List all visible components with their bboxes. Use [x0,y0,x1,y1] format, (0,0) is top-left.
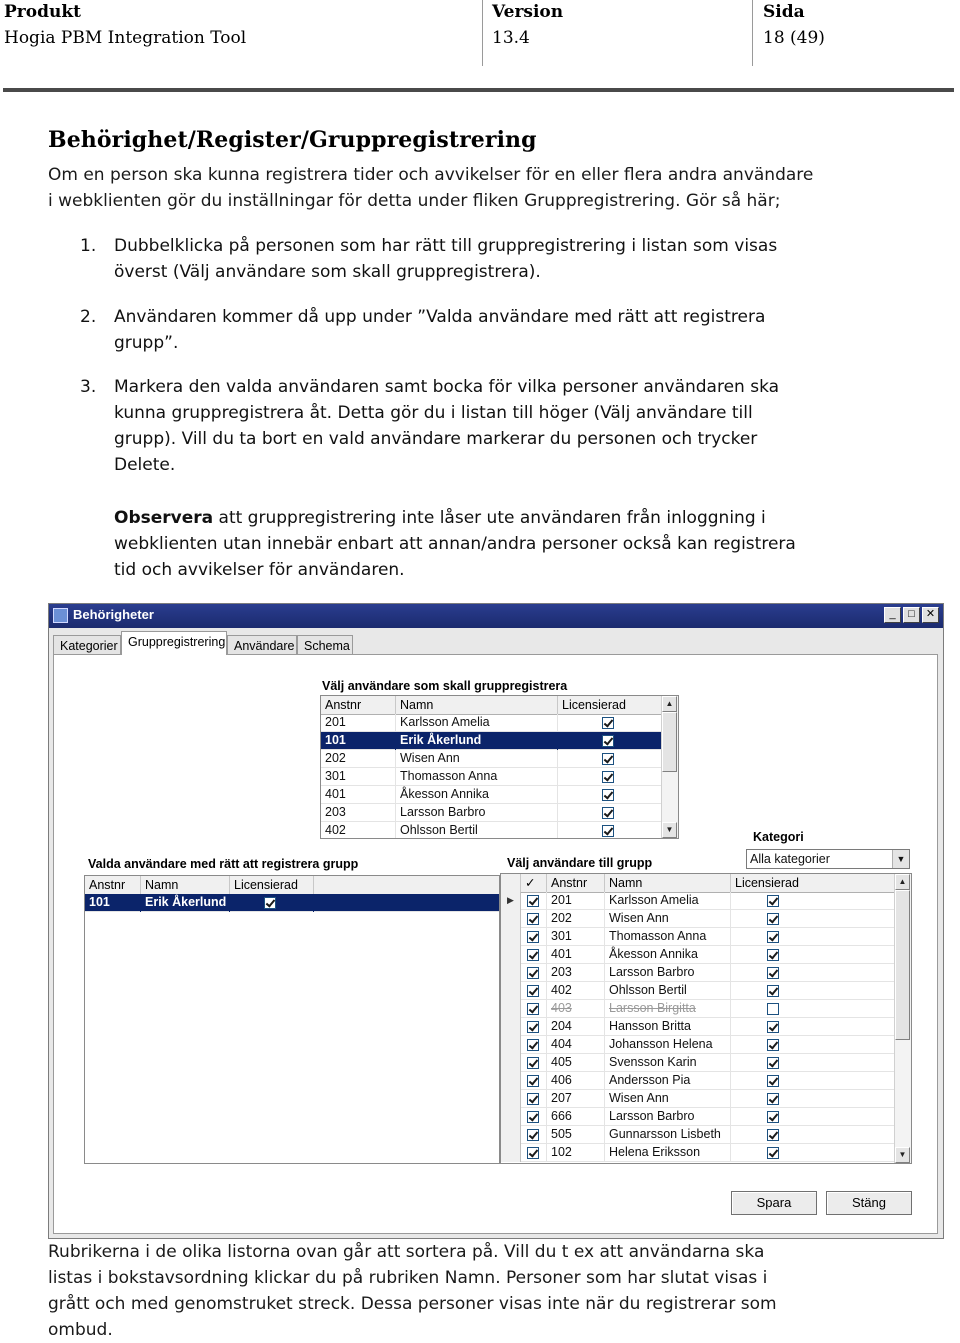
header-product-value: Hogia PBM Integration Tool [4,28,247,48]
table-row[interactable] [321,804,678,822]
table-row[interactable] [501,1126,911,1144]
column-header-anstnr[interactable]: Anstnr [547,874,605,892]
header-divider [752,0,753,66]
table-row[interactable] [501,964,911,982]
licensierad-checkbox[interactable] [767,1093,779,1105]
licensierad-checkbox[interactable] [767,1057,779,1069]
group-member-checkbox[interactable] [527,895,539,907]
anstnr-cell: 204 [547,1018,605,1036]
licensierad-checkbox[interactable] [767,949,779,961]
namn-cell: Thomasson Anna [605,928,731,946]
namn-cell: Wisen Ann [605,910,731,928]
tab-anvandare[interactable]: Användare [227,635,297,655]
page-title: Behörighet/Register/Gruppregistrering [48,127,537,153]
user-selection-grid [320,695,679,839]
licensierad-cell [558,822,663,839]
table-row[interactable] [85,894,499,912]
anstnr-cell: 301 [321,768,396,786]
group-member-checkbox[interactable] [527,1021,539,1033]
row-header[interactable] [501,946,521,964]
column-header-check[interactable]: ✓ [521,874,547,892]
table-row[interactable] [501,1054,911,1072]
namn-cell: Åkesson Annika [605,946,731,964]
check-cell [521,1126,547,1144]
anstnr-cell: 402 [547,982,605,1000]
row-header[interactable] [501,1036,521,1054]
anstnr-cell: 505 [547,1126,605,1144]
dialog-titlebar[interactable] [49,604,943,628]
row-header[interactable] [501,910,521,928]
group-member-checkbox[interactable] [527,1111,539,1123]
licensierad-cell [731,1072,896,1090]
check-cell [521,964,547,982]
check-cell [521,892,547,910]
scroll-thumb[interactable] [895,890,910,1040]
licensierad-cell [731,1108,896,1126]
row-header[interactable] [501,1054,521,1072]
licensierad-checkbox[interactable] [767,931,779,943]
header-version-label: Version [492,2,564,22]
right-grid-title: Välj användare till grupp [507,856,653,870]
check-cell [521,1090,547,1108]
close-button[interactable]: Stäng [826,1191,912,1215]
header-page-value: 18 (49) [763,28,825,48]
anstnr-cell: 102 [547,1144,605,1162]
tab-gruppregistrering[interactable]: Gruppregistrering [121,631,227,655]
licensierad-checkbox[interactable] [602,789,614,801]
column-header-licensierad[interactable]: Licensierad [731,874,896,892]
licensierad-cell [230,894,314,912]
table-row[interactable] [501,892,911,910]
check-cell [521,982,547,1000]
anstnr-cell: 406 [547,1072,605,1090]
step-text: grupp). Vill du ta bort en vald användare markerar du personen och trycker [114,429,758,449]
anstnr-cell: 403 [547,1000,605,1018]
top-grid-title: Välj användare som skall gruppregistrera [322,679,568,693]
scroll-up-icon[interactable]: ▲ [895,874,910,890]
licensierad-checkbox[interactable] [767,967,779,979]
grid-header [501,874,911,893]
current-row-icon[interactable]: ▶ [501,892,521,910]
licensierad-cell [731,982,896,1000]
check-cell [521,1072,547,1090]
vertical-scrollbar[interactable] [894,874,911,1163]
table-row[interactable] [501,1018,911,1036]
namn-cell: Johansson Helena [605,1036,731,1054]
anstnr-cell: 101 [85,894,141,912]
check-cell [521,1018,547,1036]
table-row[interactable] [501,1036,911,1054]
note-line [114,505,766,531]
group-member-checkbox[interactable] [527,913,539,925]
namn-cell: Larsson Barbro [605,964,731,982]
column-header-namn[interactable]: Namn [141,876,230,894]
group-member-checkbox[interactable] [527,1147,539,1159]
column-header-anstnr[interactable]: Anstnr [85,876,141,894]
anstnr-cell: 301 [547,928,605,946]
anstnr-cell: 207 [547,1090,605,1108]
namn-cell: Gunnarsson Lisbeth [605,1126,731,1144]
namn-cell: Åkesson Annika [396,786,558,804]
header-divider [482,0,483,66]
namn-cell: Wisen Ann [396,750,558,768]
check-cell [521,910,547,928]
group-member-checkbox[interactable] [527,1003,539,1015]
grid-header [321,696,678,715]
anstnr-cell: 202 [321,750,396,768]
table-row[interactable] [501,946,911,964]
licensierad-checkbox[interactable] [602,717,614,729]
namn-cell: Helena Eriksson [605,1144,731,1162]
scroll-down-icon[interactable]: ▼ [895,1147,910,1163]
row-header[interactable] [501,1126,521,1144]
scroll-up-icon[interactable]: ▲ [662,696,677,712]
licensierad-checkbox[interactable] [767,1021,779,1033]
licensierad-cell [731,1018,896,1036]
tab-schema[interactable]: Schema [297,635,353,655]
anstnr-cell: 203 [547,964,605,982]
group-member-checkbox[interactable] [527,985,539,997]
licensierad-checkbox[interactable] [767,895,779,907]
namn-cell: Karlsson Amelia [396,714,558,732]
step-text: Användaren kommer då upp under ”Valda användare med rätt att registrera [114,307,766,327]
table-row[interactable] [321,822,678,839]
namn-cell: Hansson Britta [605,1018,731,1036]
licensierad-checkbox[interactable] [767,1075,779,1087]
check-cell [521,1108,547,1126]
namn-cell: Wisen Ann [605,1090,731,1108]
licensierad-cell [731,1036,896,1054]
licensierad-cell [731,1144,896,1162]
table-row[interactable] [501,1000,911,1018]
step-number: 2. [80,307,97,327]
footer-line: grått och med genomstruket streck. Dessa personer visas inte när du registrerar som [48,1294,777,1314]
note-bold: Observera [114,508,214,528]
group-member-checkbox[interactable] [527,1093,539,1105]
header-version-value: 13.4 [492,28,530,48]
anstnr-cell: 203 [321,804,396,822]
group-member-checkbox[interactable] [527,949,539,961]
namn-cell: Larsson Barbro [605,1108,731,1126]
gruppregistrering-panel [53,654,938,1234]
table-row[interactable] [501,928,911,946]
licensierad-cell [731,892,896,910]
table-row[interactable] [501,1090,911,1108]
licensierad-cell [558,750,663,768]
namn-cell: Erik Åkerlund [141,894,230,912]
step-text: kunna gruppregistrera åt. Detta gör du i listan till höger (Välj användare till [114,403,753,423]
anstnr-cell: 101 [321,732,396,750]
licensierad-cell [731,1000,896,1018]
licensierad-checkbox[interactable] [767,1129,779,1141]
namn-cell: Andersson Pia [605,1072,731,1090]
row-header[interactable] [501,964,521,982]
kategori-label: Kategori [753,830,804,844]
licensierad-checkbox[interactable] [767,1039,779,1051]
app-icon [53,608,68,623]
check-cell [521,1000,547,1018]
table-row[interactable] [321,768,678,786]
intro-line: i webklienten gör du inställningar för detta under fliken Gruppregistrering. Gör så här; [48,191,781,211]
table-row[interactable] [501,910,911,928]
header-product-label: Produkt [4,2,81,22]
row-header[interactable] [501,1090,521,1108]
namn-cell: Thomasson Anna [396,768,558,786]
namn-cell: Svensson Karin [605,1054,731,1072]
row-header[interactable] [501,928,521,946]
kategori-select[interactable] [746,849,910,869]
footer-line: listas i bokstavsordning klickar du på rubriken Namn. Personer som har slutat visas i [48,1268,768,1288]
check-cell [521,946,547,964]
row-header[interactable] [501,982,521,1000]
table-row[interactable] [501,982,911,1000]
maximize-icon[interactable]: □ [903,607,920,623]
row-header[interactable] [501,1144,521,1162]
note-text: att gruppregistrering inte låser ute användaren från inloggning i [213,508,766,528]
anstnr-cell: 201 [321,714,396,732]
close-icon[interactable]: ✕ [922,607,939,623]
group-member-checkbox[interactable] [527,1075,539,1087]
step-number: 3. [80,377,97,397]
step-text: Delete. [114,455,176,475]
check-cell [521,1036,547,1054]
footer-line: Rubrikerna i de olika listorna ovan går att sortera på. Vill du t ex att användarna ska [48,1242,765,1262]
licensierad-checkbox[interactable] [602,753,614,765]
step-number: 1. [80,236,97,256]
chevron-down-icon[interactable]: ▼ [892,850,909,868]
licensierad-checkbox[interactable] [767,1111,779,1123]
licensierad-checkbox[interactable] [602,825,614,837]
group-member-checkbox[interactable] [527,1057,539,1069]
dialog-title: Behörigheter [73,607,154,622]
table-row[interactable] [501,1072,911,1090]
row-header[interactable] [501,1072,521,1090]
step-text: Dubbelklicka på personen som har rätt till gruppregistrering i listan som visas [114,236,778,256]
column-header-namn[interactable]: Namn [396,696,558,714]
table-row[interactable] [501,1144,911,1162]
licensierad-checkbox[interactable] [767,1147,779,1159]
table-row[interactable] [501,1108,911,1126]
anstnr-cell: 405 [547,1054,605,1072]
namn-cell: Erik Åkerlund [396,732,558,750]
anstnr-cell: 404 [547,1036,605,1054]
group-member-checkbox[interactable] [527,967,539,979]
vertical-scrollbar[interactable] [661,696,678,838]
namn-cell: Ohlsson Bertil [396,822,558,839]
note-line: tid och avvikelser för användaren. [114,560,405,580]
group-users-grid [500,873,912,1164]
row-header[interactable] [501,1108,521,1126]
licensierad-checkbox[interactable] [767,1003,779,1015]
namn-cell: Karlsson Amelia [605,892,731,910]
namn-cell: Ohlsson Bertil [605,982,731,1000]
check-cell [521,1054,547,1072]
licensierad-checkbox[interactable] [602,807,614,819]
footer-line: ombud. [48,1320,113,1340]
selected-users-grid [84,875,500,1164]
group-member-checkbox[interactable] [527,1129,539,1141]
licensierad-cell [731,1126,896,1144]
group-member-checkbox[interactable] [527,931,539,943]
licensierad-cell [731,1054,896,1072]
licensierad-checkbox[interactable] [602,771,614,783]
step-text: överst (Välj användare som skall gruppregistrera). [114,262,541,282]
anstnr-cell: 666 [547,1108,605,1126]
anstnr-cell: 401 [321,786,396,804]
intro-line: Om en person ska kunna registrera tider och avvikelser för en eller flera andra användare [48,165,814,185]
check-cell [521,928,547,946]
table-row[interactable] [321,714,678,732]
licensierad-cell [731,1090,896,1108]
header-rule [3,88,954,92]
column-header-namn[interactable]: Namn [605,874,731,892]
kategori-value: Alla kategorier [750,852,830,866]
permissions-dialog [48,603,944,1239]
tab-kategorier[interactable]: Kategorier [53,635,121,655]
row-header[interactable] [501,1018,521,1036]
scroll-down-icon[interactable]: ▼ [662,822,677,838]
table-row[interactable] [321,732,678,750]
licensierad-cell [558,732,663,750]
licensierad-cell [731,964,896,982]
table-row[interactable] [321,750,678,768]
group-member-checkbox[interactable] [527,1039,539,1051]
scroll-thumb[interactable] [662,712,677,772]
anstnr-cell: 202 [547,910,605,928]
anstnr-cell: 201 [547,892,605,910]
column-header-licensierad[interactable]: Licensierad [558,696,663,714]
anstnr-cell: 402 [321,822,396,839]
namn-cell: Larsson Birgitta [605,1000,731,1018]
licensierad-cell [558,786,663,804]
licensierad-cell [731,946,896,964]
column-header-anstnr[interactable]: Anstnr [321,696,396,714]
licensierad-checkbox[interactable] [767,913,779,925]
table-row[interactable] [321,786,678,804]
licensierad-cell [558,768,663,786]
licensierad-cell [558,804,663,822]
anstnr-cell: 401 [547,946,605,964]
namn-cell: Larsson Barbro [396,804,558,822]
licensierad-checkbox[interactable] [264,897,276,909]
minimize-icon[interactable]: _ [884,607,901,623]
row-header-corner [501,874,521,892]
row-header[interactable] [501,1000,521,1018]
save-button[interactable]: Spara [731,1191,817,1215]
licensierad-checkbox[interactable] [767,985,779,997]
licensierad-cell [731,928,896,946]
left-grid-title: Valda användare med rätt att registrera grupp [88,857,359,871]
column-header-licensierad[interactable]: Licensierad [230,876,314,894]
note-line: webklienten utan innebär enbart att annan/andra personer också kan registrera [114,534,796,554]
check-cell [521,1144,547,1162]
licensierad-checkbox[interactable] [602,735,614,747]
step-text: grupp”. [114,333,179,353]
header-page-label: Sida [763,2,805,22]
grid-header [85,876,499,895]
licensierad-cell [558,714,663,732]
step-text: Markera den valda användaren samt bocka för vilka personer användaren ska [114,377,780,397]
licensierad-cell [731,910,896,928]
